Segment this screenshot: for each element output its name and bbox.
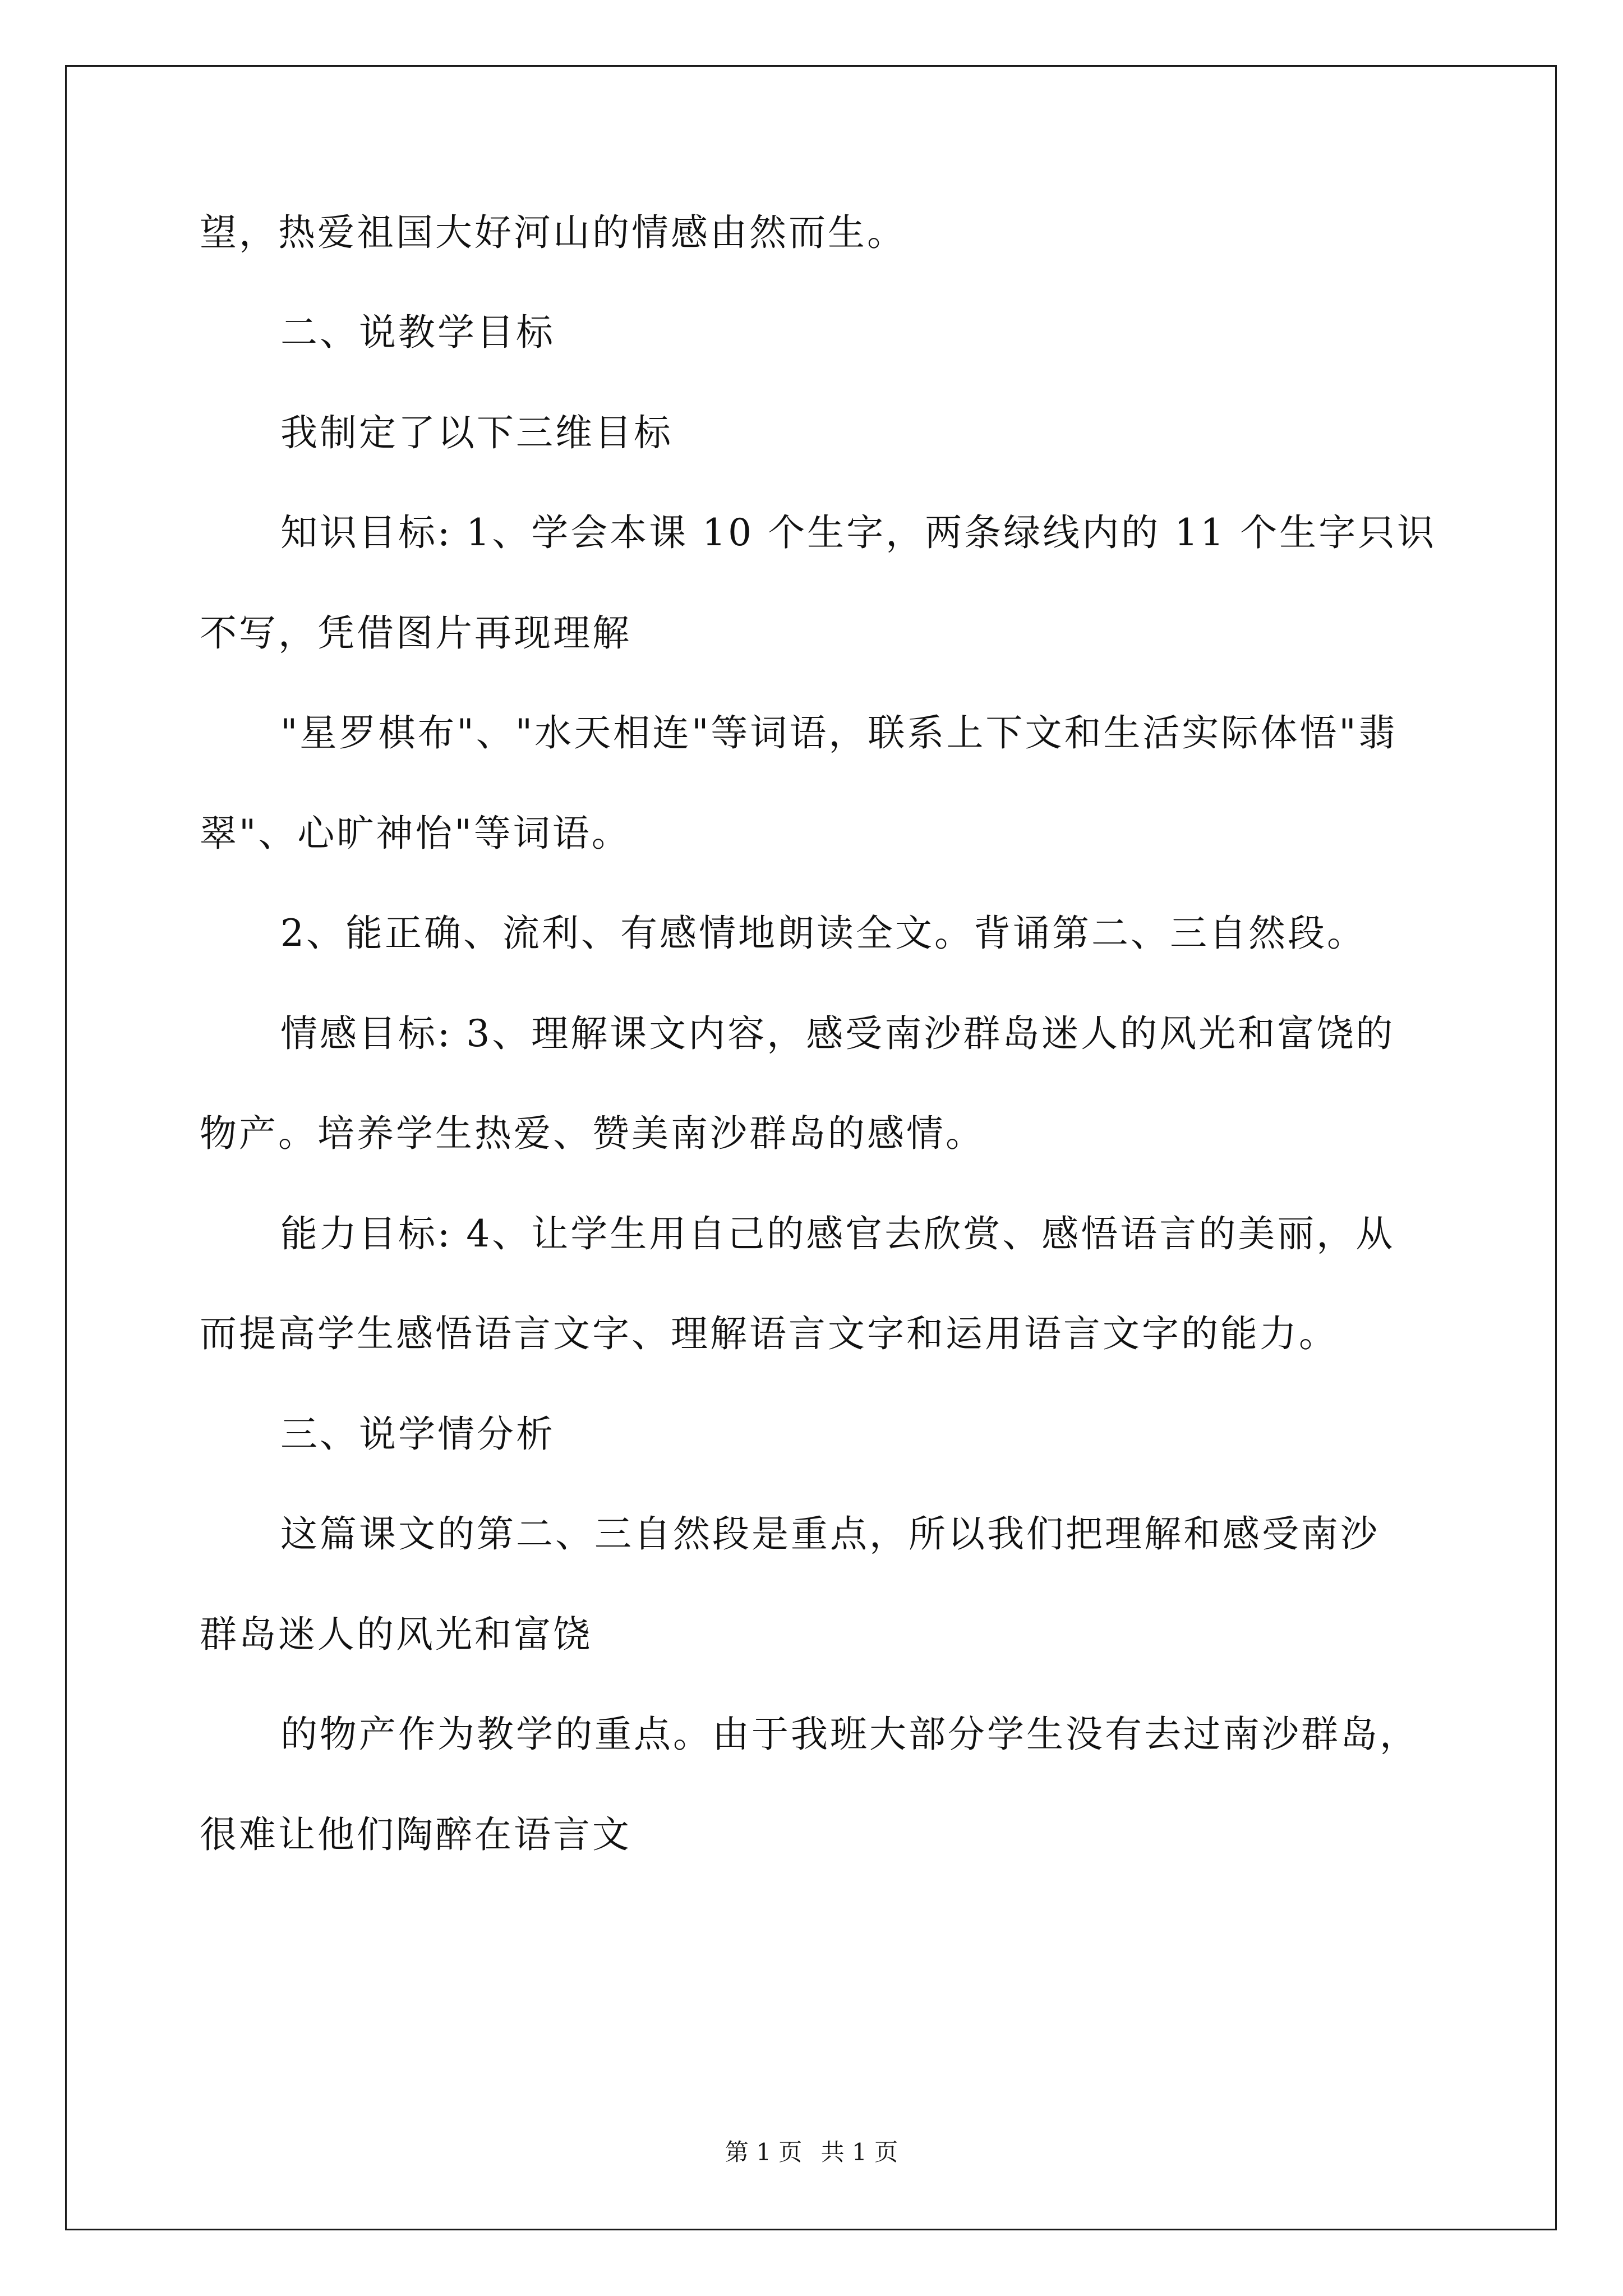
text-line: 翠"、心旷神怡"等词语。 — [200, 812, 631, 855]
text-line: 2、能正确、流利、有感情地朗读全文。背诵第二、三自然段。 — [280, 912, 1366, 955]
text-line: "星罗棋布"、"水天相连"等词语，联系上下文和生活实际体悟"翡 — [280, 711, 1398, 754]
section-heading: 三、说学情分析 — [280, 1412, 555, 1456]
text-line: 这篇课文的第二、三自然段是重点，所以我们把理解和感受南沙 — [280, 1512, 1380, 1556]
text-line: 能力目标: 4、让学生用自己的感官去欣赏、感悟语言的美丽，从 — [280, 1212, 1395, 1255]
text-line: 情感目标: 3、理解课文内容，感受南沙群岛迷人的风光和富饶的 — [280, 1012, 1395, 1055]
text-line: 物产。培养学生热爱、赞美南沙群岛的感情。 — [200, 1112, 985, 1155]
text-line: 群岛迷人的风光和富饶 — [200, 1613, 592, 1656]
text-line: 我制定了以下三维目标 — [280, 411, 673, 454]
text-line: 很难让他们陶醉在语言文 — [200, 1813, 631, 1856]
text-line: 的物产作为教学的重点。由于我班大部分学生没有去过南沙群岛， — [280, 1713, 1419, 1756]
text-line: 知识目标: 1、学会本课 10 个生字，两条绿线内的 11 个生字只识 — [280, 511, 1437, 554]
page-number: 第 1 页 — [725, 2138, 803, 2166]
page-footer — [0, 2138, 1623, 2166]
section-heading: 二、说教学目标 — [280, 311, 555, 354]
page-total: 共 1 页 — [820, 2138, 898, 2166]
text-line: 而提高学生感悟语言文字、理解语言文字和运用语言文字的能力。 — [200, 1312, 1338, 1355]
text-line: 望，热爱祖国大好河山的情感由然而生。 — [200, 211, 906, 254]
text-line: 不写，凭借图片再现理解 — [200, 611, 631, 655]
